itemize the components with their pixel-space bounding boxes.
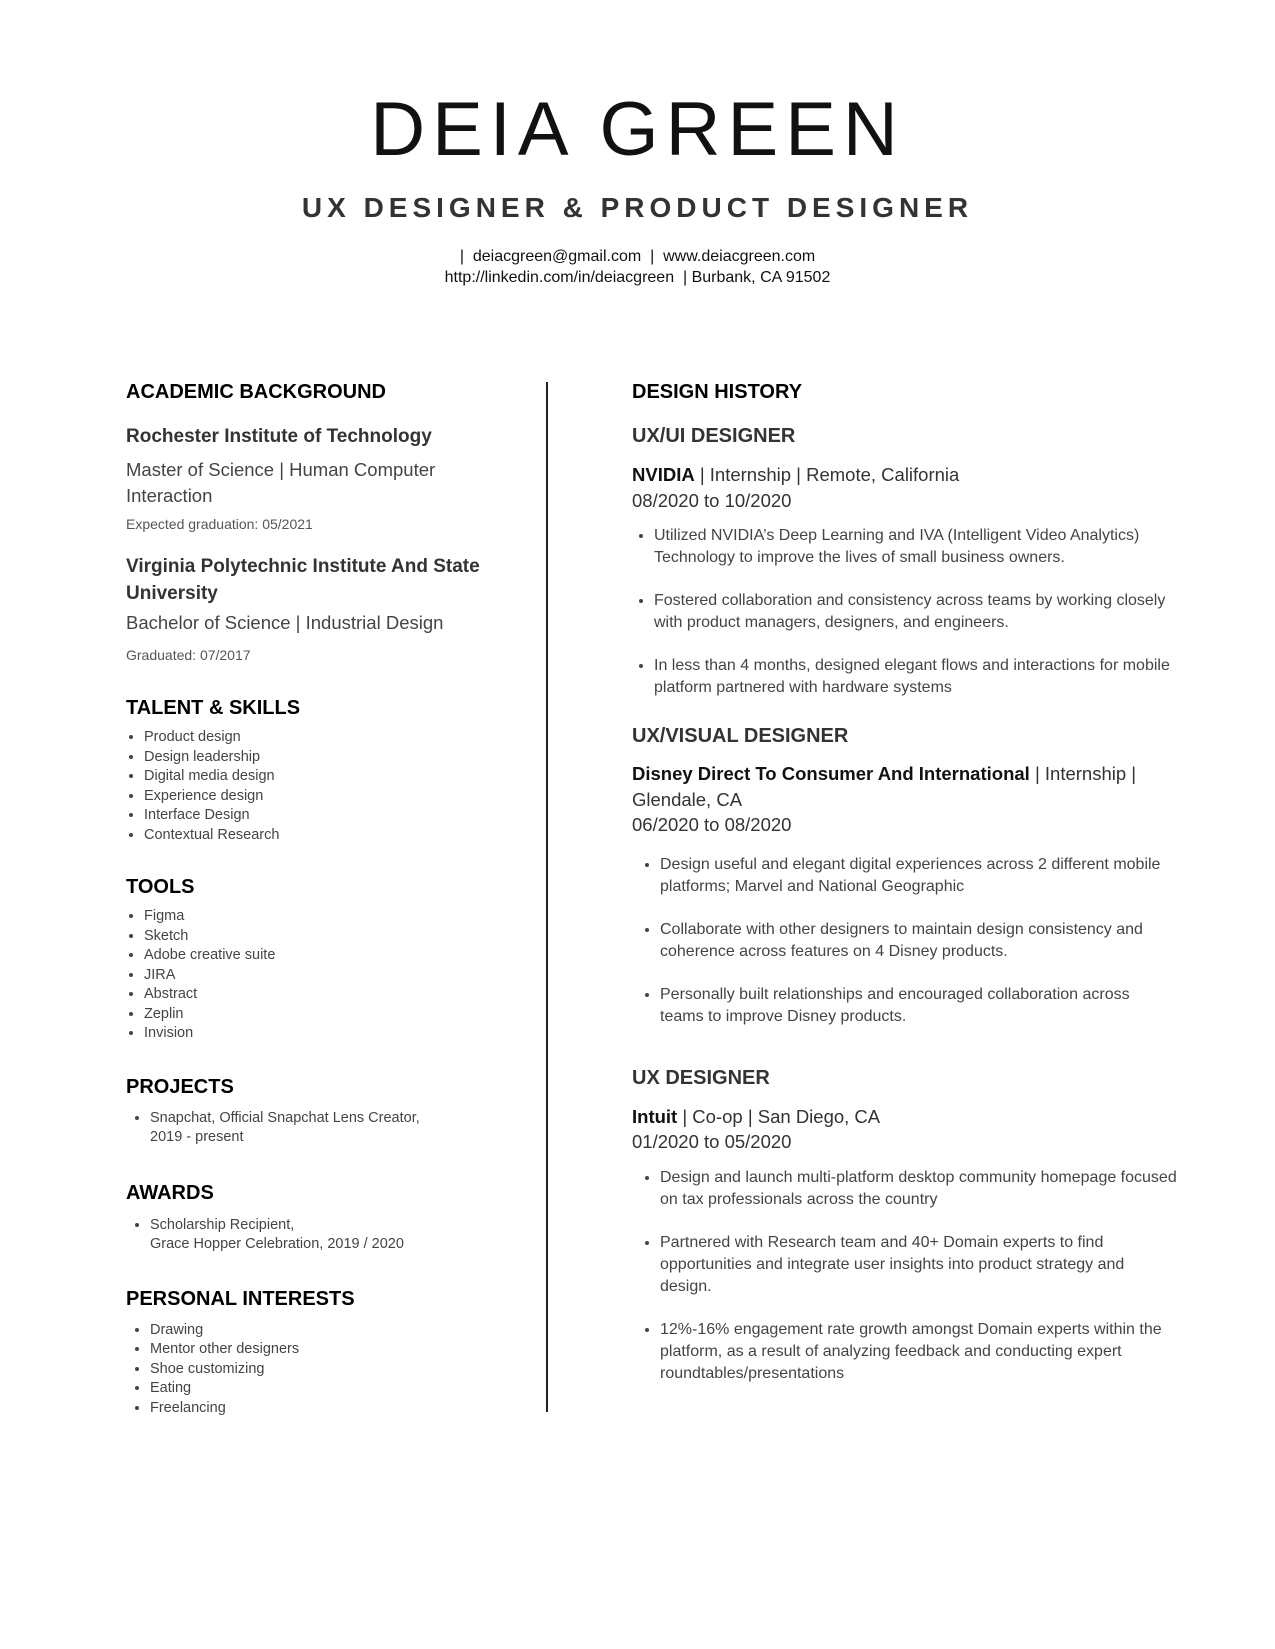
award-event: Grace Hopper Celebration, 2019 / 2020 [150, 1236, 404, 1252]
list-item: • Mentor other designers [150, 1340, 526, 1360]
list-item: • Fostered collaboration and consistency across teams by working closely with product managers, designers, and engineers. [654, 590, 1177, 634]
list-item: • Contextual Research [144, 826, 526, 846]
projects-list [126, 1109, 450, 1148]
job-entry [632, 1066, 1177, 1385]
job-company-line [632, 462, 1177, 488]
school-name: Virginia Polytechnic Institute And State University [126, 556, 480, 604]
tools-heading: TOOLS [126, 876, 195, 898]
job-entry [632, 424, 1177, 699]
skills-list [126, 728, 526, 845]
list-item: • 12%-16% engagement rate growth amongst Domain experts within the platform, as a result of analyzing feedback and conducting expert roundtables/presentations [660, 1319, 1177, 1385]
school-entry [126, 553, 526, 664]
list-item: • Interface Design [144, 806, 526, 826]
awards-list [126, 1216, 526, 1255]
design-history-heading: DESIGN HISTORY [632, 381, 803, 403]
list-item [150, 1216, 526, 1255]
list-item: • Experience design [144, 787, 526, 807]
list-item: • Personally built relationships and encouraged collaboration across teams to improve Disney products. [660, 984, 1177, 1028]
list-item: • In less than 4 months, designed elegant flows and interactions for mobile platform partnered with hardware systems [654, 655, 1177, 699]
company-name: Intuit [632, 1105, 678, 1127]
list-item: • Collaborate with other designers to maintain design consistency and coherence across features on 4 Disney products. [660, 919, 1177, 963]
job-company-line [632, 761, 1177, 812]
list-item: • Eating [150, 1379, 526, 1399]
job-entry [632, 724, 1177, 1028]
school-entry [126, 423, 526, 533]
job-dates: 06/2020 to 08/2020 [632, 814, 792, 835]
degree: Bachelor of Science | Industrial Design [126, 612, 444, 633]
job-details: | Internship | Glendale, CA [632, 763, 1137, 810]
right-column [632, 380, 1177, 1385]
contact-line-2: http://linkedin.com/in/deiacgreen | Burbank, CA 91502 [444, 269, 831, 286]
job-role: UX/VISUAL DESIGNER [632, 725, 849, 747]
award-title: Scholarship Recipient, [150, 1216, 295, 1233]
job-dates: 08/2020 to 10/2020 [632, 489, 792, 511]
list-item: • Digital media design [144, 767, 526, 787]
degree: Master of Science | Human Computer Interaction [126, 459, 436, 506]
list-item: • Design useful and elegant digital experiences across 2 different mobile platforms; Marvel and National Geographic [660, 854, 1177, 898]
company-name: NVIDIA [632, 464, 695, 485]
job-bullets [632, 1167, 1177, 1385]
graduation-date: Expected graduation: 05/2021 [126, 516, 313, 532]
graduation-date: Graduated: 07/2017 [126, 647, 251, 663]
list-item: • Abstract [144, 985, 526, 1005]
list-item: • Invision [144, 1024, 526, 1044]
list-item: • Product design [144, 728, 526, 748]
column-divider [546, 382, 548, 1412]
list-item: • Utilized NVIDIA’s Deep Learning and IVA (Intelligent Video Analytics) Technology to improve the lives of small business owners. [654, 525, 1177, 569]
job-role: UX DESIGNER [632, 1066, 770, 1089]
contact-info [0, 246, 1275, 288]
awards-heading: AWARDS [126, 1181, 214, 1204]
list-item: • Adobe creative suite [144, 946, 526, 966]
list-item: • Partnered with Research team and 40+ Domain experts to find opportunities and integrate user insights into product strategy and design. [660, 1232, 1177, 1298]
list-item: • Freelancing [150, 1399, 526, 1419]
job-company-line [632, 1104, 1177, 1130]
job-details: | Internship | Remote, California [694, 464, 960, 485]
tools-list [126, 907, 526, 1044]
list-item: • Design and launch multi-platform desktop community homepage focused on tax professionals across the country [660, 1167, 1177, 1211]
list-item: • Sketch [144, 927, 526, 947]
job-bullets [632, 525, 1177, 699]
left-column [126, 380, 526, 1418]
list-item: • JIRA [144, 966, 526, 986]
school-name: Rochester Institute of Technology [126, 426, 432, 447]
projects-heading: PROJECTS [126, 1075, 234, 1098]
interests-heading: PERSONAL INTERESTS [126, 1287, 355, 1310]
job-bullets [632, 854, 1177, 1028]
job-role: UX/UI DESIGNER [632, 425, 796, 447]
job-details: | Co-op | San Diego, CA [677, 1105, 881, 1127]
list-item: • Design leadership [144, 748, 526, 768]
list-item: • Drawing [150, 1321, 526, 1341]
list-item: • Shoe customizing [150, 1360, 526, 1380]
job-dates: 01/2020 to 05/2020 [632, 1131, 792, 1152]
resume-name: DEIA GREEN [370, 87, 905, 172]
list-item: • Figma [144, 907, 526, 927]
academic-heading: ACADEMIC BACKGROUND [126, 381, 386, 403]
skills-heading: TALENT & SKILLS [126, 697, 301, 719]
contact-line-1: | deiacgreen@gmail.com | www.deiacgreen.com [459, 248, 816, 265]
list-item: • Zeplin [144, 1005, 526, 1025]
resume-title: UX DESIGNER & PRODUCT DESIGNER [301, 192, 974, 223]
list-item: • Snapchat, Official Snapchat Lens Creator, 2019 - present [150, 1109, 450, 1148]
company-name: Disney Direct To Consumer And International [632, 763, 1030, 784]
interests-list [126, 1321, 526, 1419]
